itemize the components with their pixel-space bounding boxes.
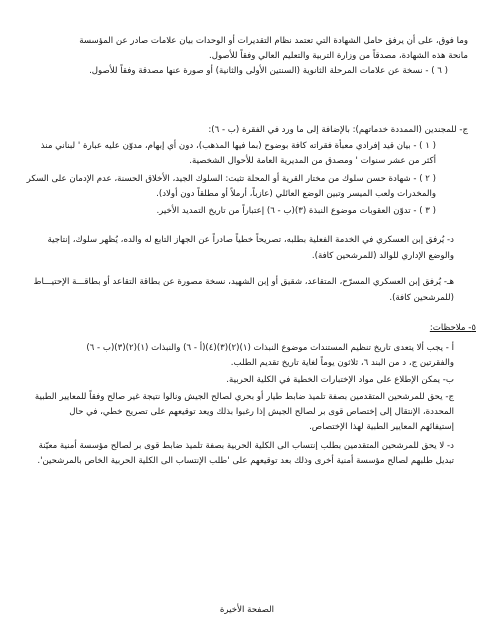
text-line: ( ٢ ) - شهادة حسن سلوك من مختار القرية أو المحلة تثبت: السلوك الجيد، الأخلاق الحسنة، عدم الإدمان على السكر (26, 174, 436, 184)
text-line: المحددة، الإنتقال إلى إختصاص قوى بر لصالح الجيش إذا رغبوا بذلك ويعد توقيعهم على تصريح خطي، في حال (69, 407, 454, 417)
text-line: والفقرتين ج، د من البند ٦، ثلاثون يوماً لغاية تاريخ تقديم الطلب. (230, 358, 454, 368)
text-line: والوضع الإداري للوالد (للمرشحين كافة). (311, 251, 454, 261)
text-line: (للمرشحين كافة). (389, 293, 454, 303)
text-line: ( ١ ) - بيان قيد إفرادي معبأة فقراته كافة بوضوح (بما فيها المذهب)، دون أي إبهام، مدوّن عليه عبارة ' لبناني منذ (40, 141, 436, 151)
section-heading: ج- للمجندين (الممددة خدماتهم): بالإضافة إلى ما ورد في الفقرة (ب - ٦): (208, 125, 468, 135)
text-line: تبديل طلبهم لصالح مؤسسة أمنية أخرى وذلك بعد توقيعهم على 'طلب الإنتساب الى الكلية الحربية الخاص بالمرشحين'. (37, 456, 454, 466)
text-line: ( ٦ ) - نسخة عن علامات المرحلة الثانوية (السنتين الأولى والثانية) أو صورة عنها مصدقة وفقاً للأصول. (89, 66, 448, 76)
notes-heading: ٥- ملاحظات: (429, 323, 476, 333)
text-line: أكثر من عشر سنوات ' ومصدق من المديرية العامة للأحوال الشخصية. (189, 156, 436, 166)
text-line: إستيفائهم المعايير الطبية لهذا الإختصاص. (309, 422, 454, 432)
text-line: ب- يمكن الإطلاع على مواد الإختبارات الخطية في الكلية الحربية. (226, 375, 454, 385)
text-line: ( ٣ ) - تدوّن العقوبات موضوع النبذة (٣)(ب - ٦) إعتباراً من تاريخ التمديد الأخير. (156, 206, 436, 216)
text-line: د- يُرفق إبن العسكري في الخدمة الفعلية بطلبه، تصريحاً خطياً صادراً عن الجهاز التابع له والده، يُظهر سلوك، إنتاجية (47, 235, 454, 245)
text-line: هـ- يُرفق إبن العسكري المسرّح، المتقاعد، شقيق أو إبن الشهيد، نسخة مصورة عن بطاقة التقاعد أو بطاقـــة الإحتيـــاط (33, 277, 454, 287)
text-line: وما فوق، على أن يرفق حامل الشهادة التي تعتمد نظام التقديرات أو الوحدات بيان علامات صادر عن المؤسسة (79, 36, 468, 46)
text-line: والمخدرات ولعب الميسر وتبين الوضع العائلي (عازباً، أرملاً أو مطلقاً دون أولاد). (156, 189, 436, 199)
text-line: أ - يجب ألا يتعدى تاريخ تنظيم المستندات موضوع النبذات (١)(٢)(٣)(٤)(أ - ٦) والنبذات (١)(٢)(٣)(ب - ٦) (86, 343, 454, 353)
text-line: ج- يحق للمرشحين المتقدمين بصفة تلميذ ضابط طيار أو بحري لصالح الجيش ونالوا نتيجة غير صالح وفقاً للمعايير الطبية (34, 392, 454, 402)
text-line: مانحة هذه الشهادة، مصدقاً من وزارة التربية والتعليم العالي وفقاً للأصول. (209, 51, 468, 61)
text-line: د- لا يحق للمرشحين المتقدمين بطلب إنتساب الى الكلية الحربية بصفة تلميذ ضابط قوى بر لصالح مؤسسة أمنية معيّنة (38, 441, 454, 451)
page-footer: الصفحة الأخيرة (219, 605, 275, 615)
